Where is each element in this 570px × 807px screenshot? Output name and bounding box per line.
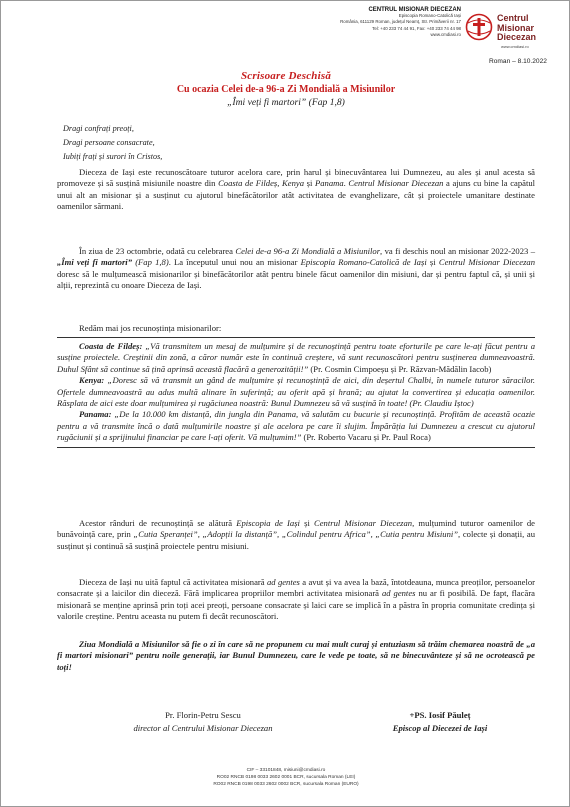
header-org-title: CENTRUL MISIONAR DIECEZAN (368, 7, 461, 13)
salutation-line: Dragi confrați preoți, (63, 124, 134, 133)
paragraph-thanks: Acestor rânduri de recunoștință se alătură Episcopia de Iași și Centrul Misionar Diecezan, mulțumind tuturor oamenilor de bunăvoință care, prin „Cutia Speranței”, „Adopții la distanță”, „Colindul pentru Africa”, „Cutia pentru Misiuni”, colecte și donații, au susținut și continuă să susțină proiectele pentru misiuni. (57, 518, 535, 551)
header-line: România, 611129 Roman, județul Neamț, Str. Primăverii nr. 17 (340, 19, 461, 25)
header-line: www.cmdiasi.ro (430, 32, 461, 38)
cross-globe-logo-icon (465, 13, 493, 41)
brand-url: www.cmdiasi.ro (501, 44, 529, 49)
quote-panama: Panama: „De la 10.000 km distanță, din jungla din Panama, vă salutăm cu bucurie și recunoștință. Profităm de această ocazie pentru a vă transmite încă o dată mulțumirile noastre și ale acelora pe care îi slujim. Împărăția lui Dumnezeu a crescut cu ajutorul rugăciunii și a sprijinului financiar pe care l-ați oferit. Vă mulțumim!” (Pr. Roberto Vacaru și Pr. Paul Roca) (57, 409, 535, 443)
paragraph-gratitude-intro: Redăm mai jos recunoștința misionarilor: (79, 323, 222, 333)
paragraph-closing: Ziua Mondială a Misiunilor să fie o zi în care să ne propunem cu mai mult curaj și entuziasm să trăim chemarea noastră de „a fi martori misionari” pentru noile generații, iar Bunul Dumnezeu, care le vede pe toate, să ne binecuvânteze și să ne ocrotească pe toți! (57, 639, 535, 672)
signature-bishop (355, 709, 525, 736)
paragraph-intro: Dieceza de Iași este recunoscătoare tuturor acelora care, prin harul și binecuvântarea lui Dumnezeu, au ales și anul acesta să promoveze și să susțină misiunile noastre din Coasta de Fildeș, Kenya și Panama. Centrul Misionar Diecezan a ajuns cu bine la capătul unui alt an misionar și a susținut cu ajutorul binefăcătorilor atât activitatea de evanghelizare, cât și proiectele umanitare destinate oamenilor sărmani. (57, 167, 536, 212)
header-line: Tel: +40 233 74 44 91, Fax: +40 233 74 44 98 (372, 25, 461, 31)
paragraph-ad-gentes: Dieceza de Iași nu uită faptul că activitatea misionară ad gentes a avut și va avea la bază, întotdeauna, munca preoților, persoanelor consacrate și a laicilor din dieceză. Fără implicarea propriilor membri activitatea misionară ad gentes nu ar fi posibilă. De fapt, flacăra misionară se menține aprinsă prin toți acei preoți, persoane consacrate și laici care se implică în a păstra în propria comunitate credința și valorile creștine. Pentru aceasta nu putem fi decât recunoscători. (57, 577, 536, 622)
salutation-line: Dragi persoane consacrate, (63, 138, 155, 148)
footer-bank-details (1, 767, 570, 788)
paragraph-world-mission-day: În ziua de 23 octombrie, odată cu celebrarea Celei de-a 96-a Zi Mondială a Misiunilor, va fi deschis noul an misionar 2022-2023 – „Îmi veți fi martori” (Fap 1,8). La începutul unui nou an misionar Episcopia Romano-Catolică de Iași și Centrul Misionar Diecezan doresc să le mulțumească misionarilor și binefăcătorilor atât pentru binele făcut oamenilor din misiuni, dar și pentru faptul că, și unii și alții, reprezintă cu onoare Dieceza de Iași. (57, 246, 536, 291)
brand-name: Centrul Misionar Diecezan (497, 13, 537, 43)
title-occasion: Cu ocazia Celei de-a 96-a Zi Mondială a Misiunilor (176, 84, 396, 95)
header-line: Episcopia Romano-Catolică Iași (398, 13, 461, 18)
letter-date: Roman – 8.10.2022 (489, 58, 547, 65)
signature-name: +PS. Iosif Păuleț (409, 710, 471, 720)
header-address (301, 7, 461, 39)
quote-ivory-coast: Coasta de Fildeș: „Vă transmitem un mesaj de mulțumire și de recunoștință pentru toate eforturile pe care le-ați făcut pentru a susține proiectele. Creștinii din zonă, a căror număr este în continuă creștere, vă sunt recunoscători pentru susținerea dumneavoastră. Duhul Sfânt să continue să țină aprinsă această flacără a generozității!” (Pr. Cosmin Cimpoeșu și Pr. Răzvan-Mădălin Iacob) (57, 341, 535, 374)
title-main: Scrisoare Deschisă (240, 70, 332, 82)
signature-role: director al Centrului Misionar Diecezan (133, 723, 273, 734)
quote-kenya: Kenya: „Doresc să vă transmit un gând de mulțumire și recunoștință de aici, din deșertul Chalbi, în numele tuturor săracilor. Ofertele dumneavoastră au adus multă alinare în suferință; au oferit apă și hrană; au ajutat la convertirea și educația oamenilor. Răsplata de aici este doar mulțumirea și rugăciunea noastră: Bunul Dumnezeu să vă susțină în toate! (Pr. Claudiu Iștoc) (57, 375, 535, 409)
signature-role: Episcop al Diecezei de Iași (392, 723, 488, 734)
footer-line: RO02 RNCB 0198 0033 2602 0001 BCR, sucursala Roman (LEI) (216, 775, 356, 780)
footer-line: CIF – 33101848, misiuni@cmdiasi.ro (246, 768, 326, 773)
signature-name: Pr. Florin-Petru Sescu (165, 710, 241, 720)
salutation-line: Iubiți frați și surori în Cristos, (63, 152, 163, 162)
missionary-quotes (57, 337, 535, 448)
signature-director (113, 709, 293, 736)
footer-line: RO02 RNCB 0198 0033 2602 0002 BCR, sucursala Roman (EURO) (213, 782, 359, 787)
salutations (63, 122, 162, 165)
title-motto: „Îmi veți fi martori” (Fap 1,8) (227, 97, 345, 108)
letter-title (1, 70, 570, 108)
